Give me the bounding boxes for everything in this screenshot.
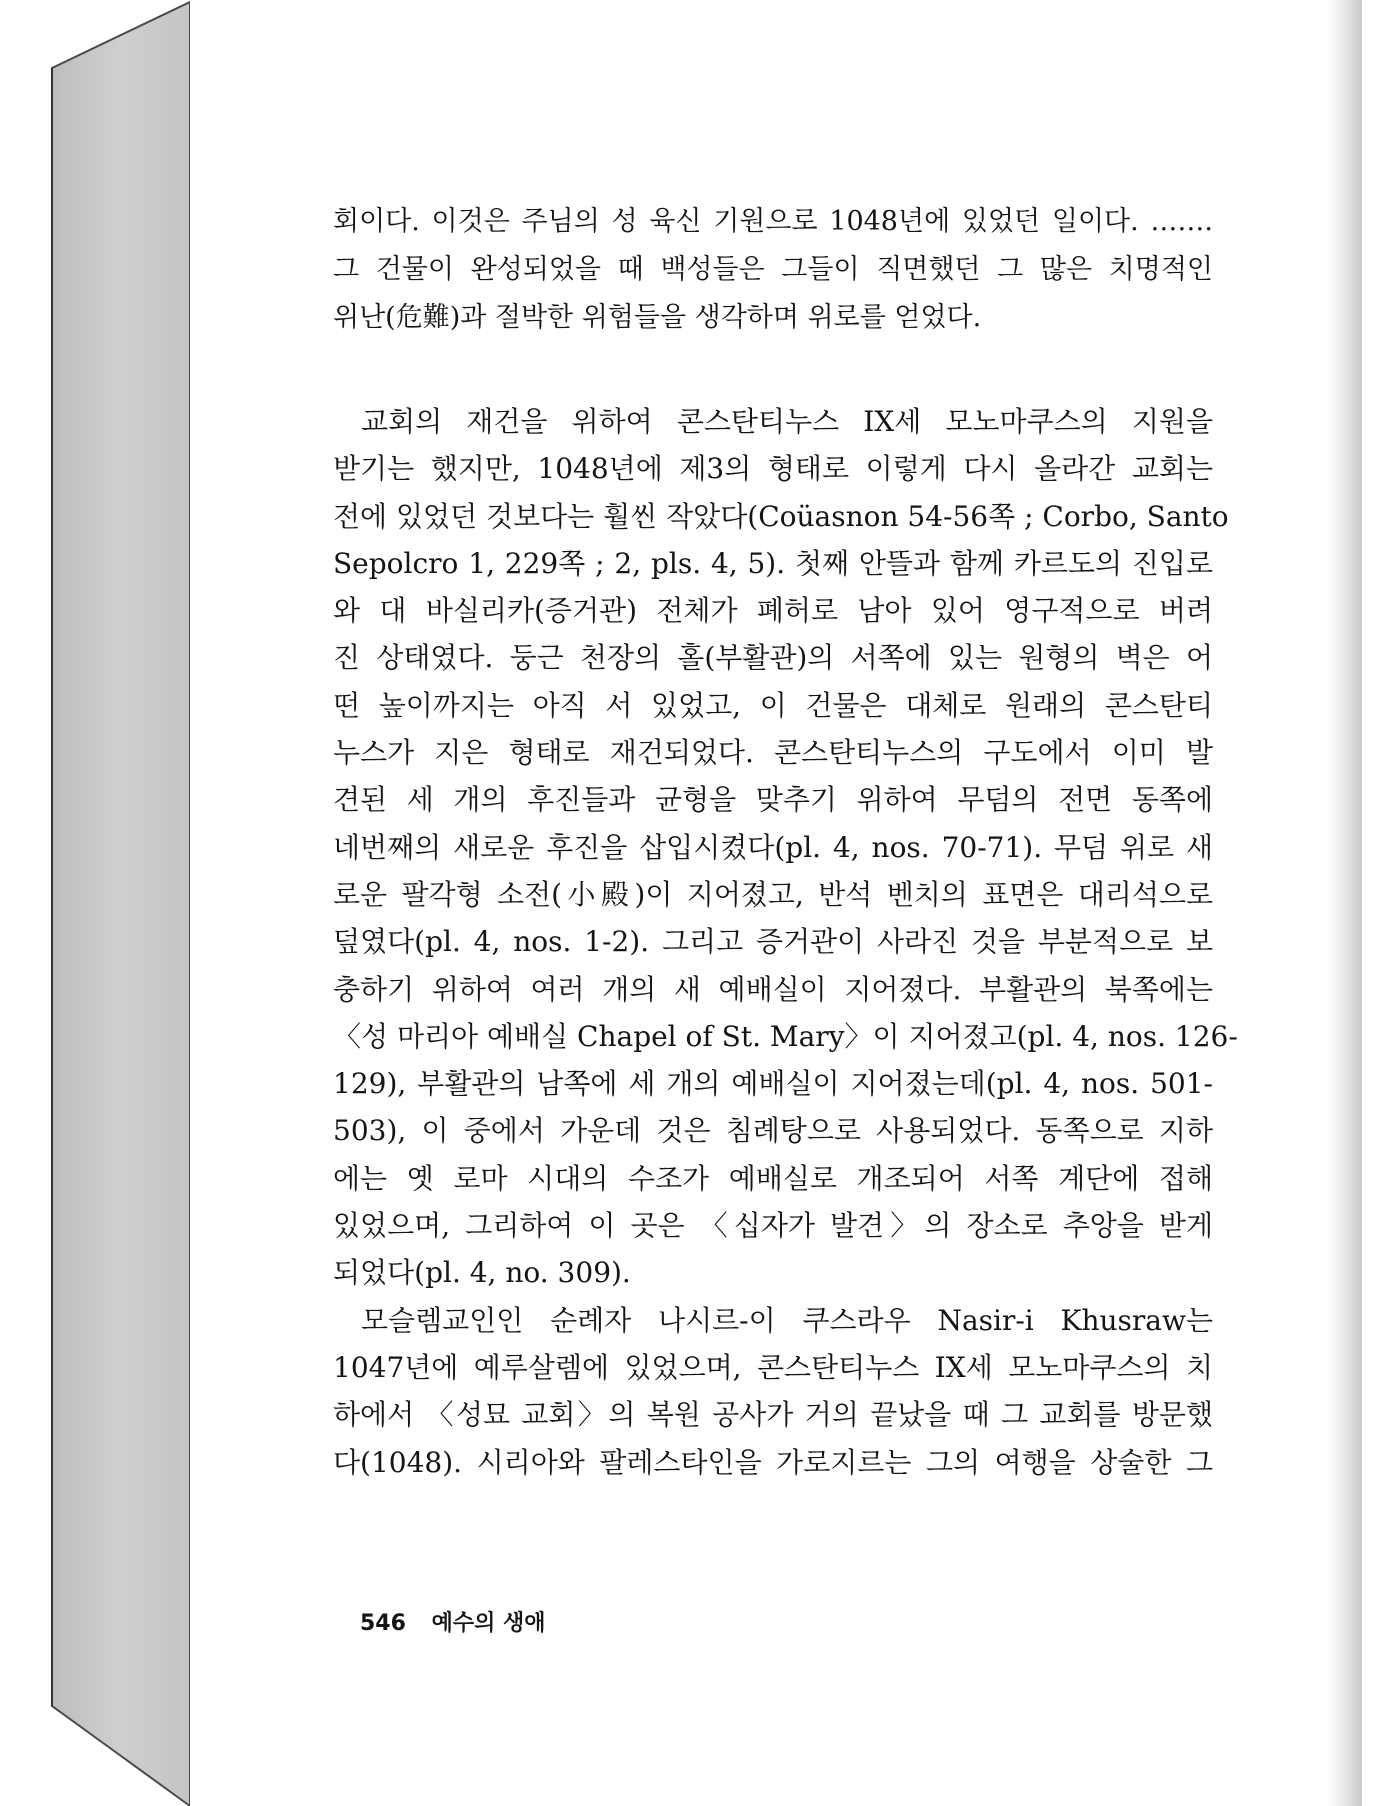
body-text [333,398,1238,1486]
quoted-passage [333,198,1213,342]
body-line: 있었으며, 그리하여 이 곳은 〈십자가 발견〉의 장소로 추앙을 받게 [333,1209,1213,1243]
quote-line: 위난(危難)과 절박한 위험들을 생각하며 위로를 얻었다. [333,302,982,333]
body-line: Sepolcro 1, 229쪽 ; 2, pls. 4, 5). 첫째 안뜰과 함께 카르도의 진입로 [333,546,1213,580]
book-page [190,0,1362,1806]
body-line: 1047년에 예루살렘에 있었으며, 콘스탄티누스 IX세 모노마쿠스의 치 [333,1350,1213,1384]
body-line: 모슬렘교인인 순례자 나시르-이 쿠스라우 Nasir-i Khusraw는 [361,1303,1213,1337]
body-line: 누스가 지은 형태로 재건되었다. 콘스탄티누스의 구도에서 이미 발 [333,736,1213,770]
page-number: 546 [360,1611,406,1636]
body-line: 129), 부활관의 남쪽에 세 개의 예배실이 지어졌는데(pl. 4, nos. 501- [333,1067,1213,1101]
body-line: 전에 있었던 것보다는 훨씬 작았다(Coüasnon 54-56쪽 ; Corbo, Santo [333,499,1229,533]
quote-line: 그 건물이 완성되었을 때 백성들은 그들이 직면했던 그 많은 치명적인 [333,254,1213,285]
body-line: 와 대 바실리카(증거관) 전체가 폐허로 남아 있어 영구적으로 버려 [333,594,1213,628]
body-line: 하에서 〈성묘 교회〉의 복원 공사가 거의 끝났을 때 그 교회를 방문했 [333,1398,1213,1432]
body-line: 〈성 마리아 예배실 Chapel of St. Mary〉이 지어졌고(pl. 4, nos. 126- [333,1019,1238,1053]
body-line: 교회의 재건을 위하여 콘스탄티누스 IX세 모노마쿠스의 지원을 [361,405,1213,438]
quote-line: 회이다. 이것은 주님의 성 육신 기원으로 1048년에 있었던 일이다. ……. [333,206,1213,237]
body-line: 충하기 위하여 여러 개의 새 예배실이 지어졌다. 부활관의 북쪽에는 [333,972,1213,1006]
body-line: 로운 팔각형 소전(小殿)이 지어졌고, 반석 벤치의 표면은 대리석으로 [333,877,1213,911]
body-line: 진 상태였다. 둥근 천장의 홀(부활관)의 서쪽에 있는 원형의 벽은 어 [333,641,1213,675]
body-line: 되었다(pl. 4, no. 309). [333,1256,631,1290]
body-line: 네번째의 새로운 후진을 삽입시켰다(pl. 4, nos. 70-71). 무덤 위로 새 [333,830,1213,864]
body-line: 503), 이 중에서 가운데 것은 침례탕으로 사용되었다. 동쪽으로 지하 [333,1114,1213,1148]
body-line: 다(1048). 시리아와 팔레스타인을 가로지르는 그의 여행을 상술한 그 [333,1445,1213,1479]
body-line: 에는 옛 로마 시대의 수조가 예배실로 개조되어 서쪽 계단에 접해 [333,1161,1213,1195]
body-line: 덮였다(pl. 4, nos. 1-2). 그리고 증거관이 사라진 것을 부분적으로 보 [333,925,1213,959]
body-line: 받기는 했지만, 1048년에 제3의 형태로 이렇게 다시 올라간 교회는 [333,452,1213,486]
page-footer [360,1606,546,1637]
running-title: 예수의 생애 [431,1611,546,1636]
body-line: 떤 높이까지는 아직 서 있었고, 이 건물은 대체로 원래의 콘스탄티 [333,688,1213,722]
body-line: 견된 세 개의 후진들과 균형을 맞추기 위하여 무덤의 전면 동쪽에 [333,783,1213,817]
page-edge-shadow [1328,0,1362,1806]
book-spine [52,2,190,1806]
